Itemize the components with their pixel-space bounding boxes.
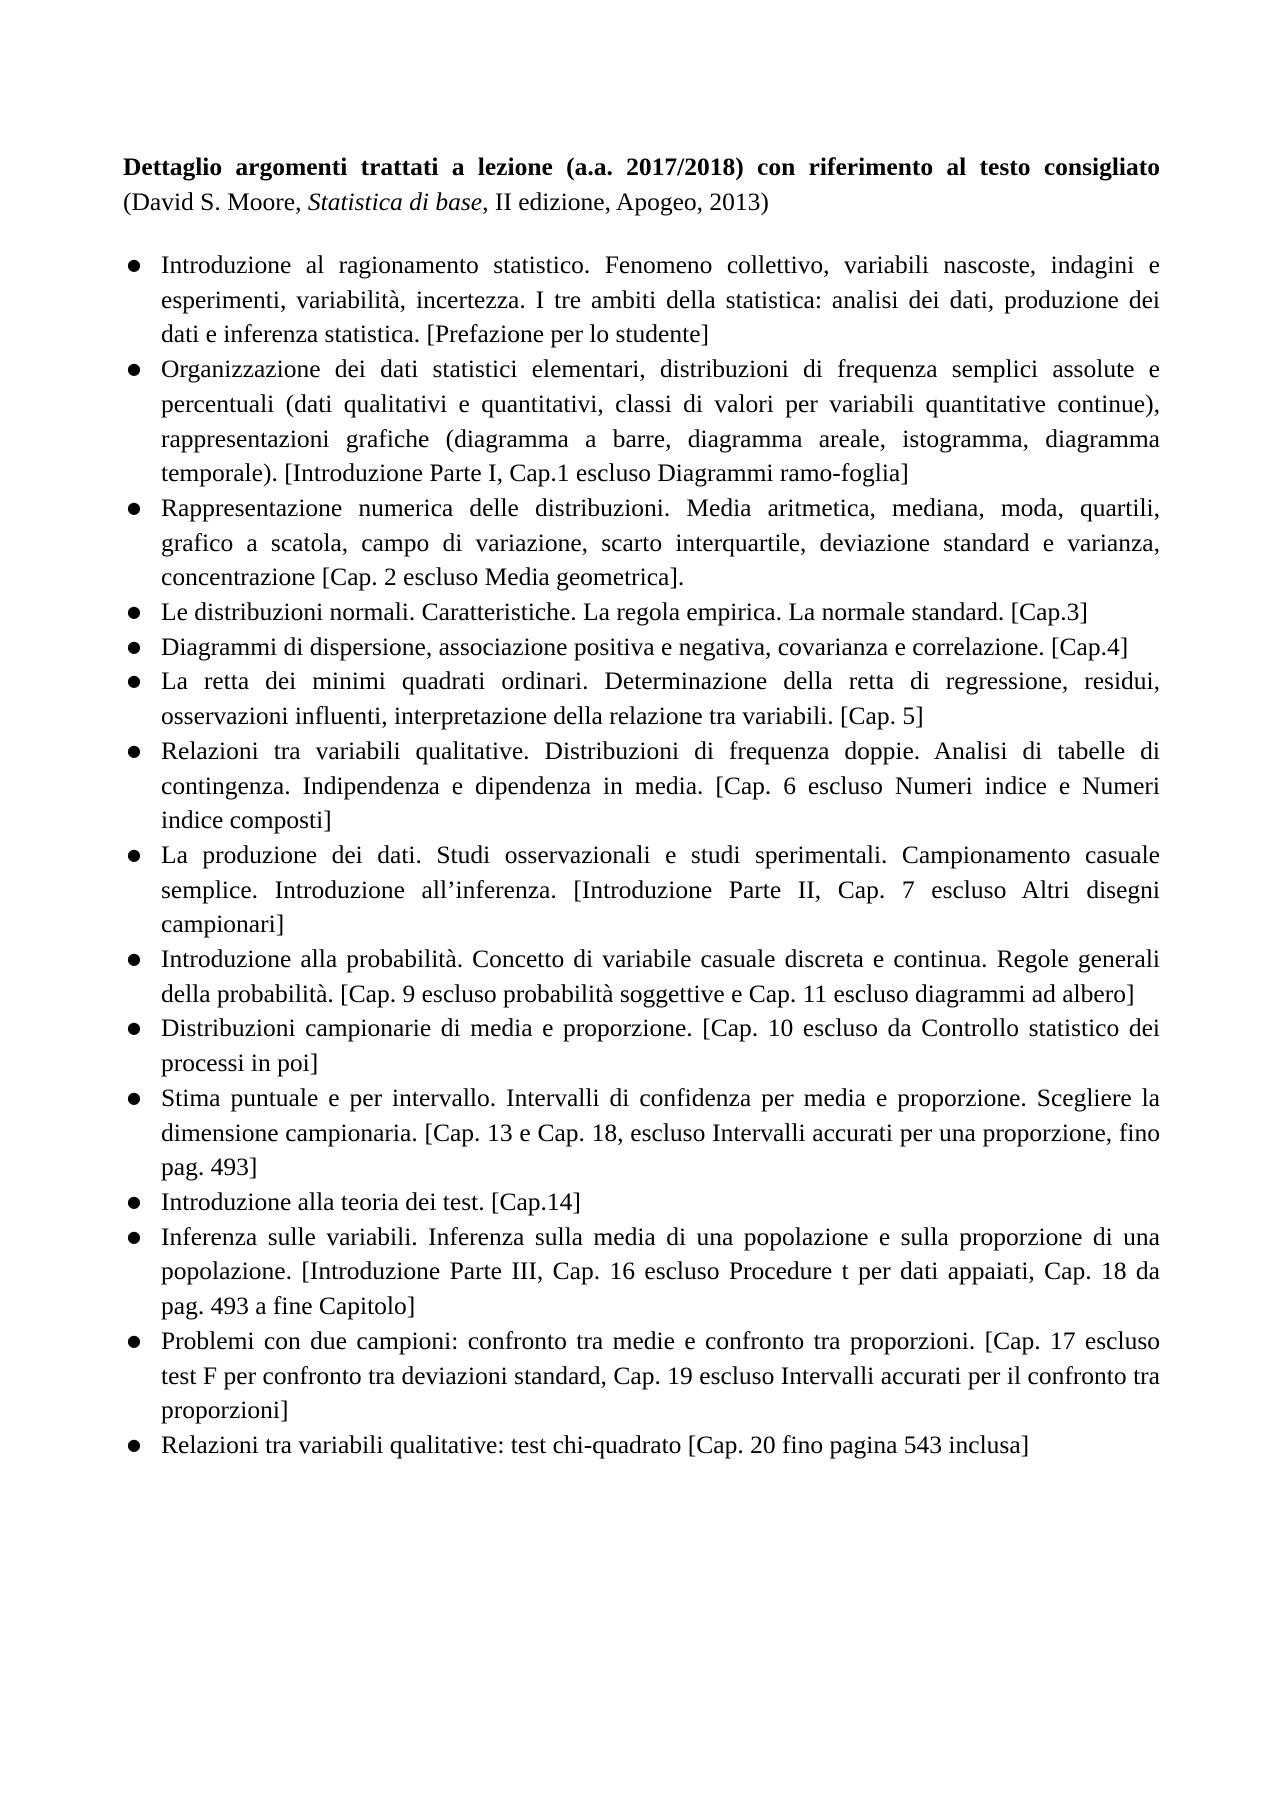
topic-text: Rappresentazione numerica delle distribuzioni. Media aritmetica, mediana, moda, quartili, grafico a scatola, campo di variazione, scarto interquartile, deviazione standard e varianza, concentrazione [Cap. 2 escluso Media geometrica]. <box>161 492 1160 592</box>
topic-item <box>123 595 1160 630</box>
bullet-icon: ● <box>127 1226 141 1246</box>
topic-item <box>123 248 1160 352</box>
heading-reference-open: (David S. Moore, <box>123 186 308 216</box>
bullet-icon: ● <box>127 602 141 622</box>
topic-item <box>123 838 1160 942</box>
heading-book-title: Statistica di base <box>307 186 483 216</box>
topic-item <box>123 664 1160 733</box>
bullet-icon: ● <box>127 636 141 656</box>
bullet-icon: ● <box>127 844 141 864</box>
topic-item <box>123 1220 1160 1324</box>
bullet-icon: ● <box>127 1330 141 1350</box>
bullet-icon: ● <box>127 671 141 691</box>
bullet-icon: ● <box>127 1018 141 1038</box>
topic-text: Organizzazione dei dati statistici elementari, distribuzioni di frequenza semplici assolute e percentuali (dati qualitativi e quantitativi, classi di valori per variabili quantitative continue), rappresentazioni grafiche (diagramma a barre, diagramma areale, istogramma, diagramma temporale). [Introduzione Parte I, Cap.1 escluso Diagrammi ramo-foglia] <box>161 354 1160 488</box>
topic-item <box>123 942 1160 1011</box>
bullet-icon: ● <box>127 255 141 274</box>
topic-text: Le distribuzioni normali. Caratteristiche. La regola empirica. La normale standard. [Cap.3] <box>161 597 1088 627</box>
topic-text: La retta dei minimi quadrati ordinari. Determinazione della retta di regressione, residui, osservazioni influenti, interpretazione della relazione tra variabili. [Cap. 5] <box>161 666 1160 731</box>
topic-item <box>123 1011 1160 1080</box>
topic-text: Introduzione al ragionamento statistico. Fenomeno collettivo, variabili nascoste, indagini e esperimenti, variabilità, incertezza. I tre ambiti della statistica: analisi dei dati, produzione dei dati e inferenza statistica. [Prefazione per lo studente] <box>161 250 1160 349</box>
topic-item <box>123 1324 1160 1428</box>
bullet-icon: ● <box>127 1191 141 1211</box>
topic-item <box>123 1428 1160 1463</box>
topic-list <box>123 248 1160 1463</box>
topic-text: Diagrammi di dispersione, associazione positiva e negativa, covarianza e correlazione. [Cap.4] <box>161 631 1129 661</box>
document-heading <box>123 150 1160 219</box>
bullet-icon: ● <box>127 949 141 969</box>
bullet-icon: ● <box>127 1087 141 1107</box>
topic-item <box>123 734 1160 838</box>
topic-text: Problemi con due campioni: confronto tra medie e confronto tra proporzioni. [Cap. 17 escluso test F per confronto tra deviazioni standard, Cap. 19 escluso Intervalli accurati per il confronto tra proporzioni] <box>161 1325 1160 1425</box>
topic-item <box>123 491 1160 595</box>
topic-text: Inferenza sulle variabili. Inferenza sulla media di una popolazione e sulla proporzione di una popolazione. [Introduzione Parte III, Cap. 16 escluso Procedure t per dati appaiati, Cap. 18 da pag. 493 a fine Capitolo] <box>161 1221 1160 1321</box>
topic-item <box>123 1185 1160 1220</box>
topic-text: La produzione dei dati. Studi osservazionali e studi sperimentali. Campionamento casuale semplice. Introduzione all’inferenza. [Introduzione Parte II, Cap. 7 escluso Altri disegni campionari] <box>161 839 1160 939</box>
topic-text: Introduzione alla probabilità. Concetto di variabile casuale discreta e continua. Regole generali della probabilità. [Cap. 9 escluso probabilità soggettive e Cap. 11 escluso diagrammi ad albero] <box>161 944 1160 1008</box>
topic-item <box>123 630 1160 665</box>
topic-text: Stima puntuale e per intervallo. Intervalli di confidenza per media e proporzione. Scegliere la dimensione campionaria. [Cap. 13 e Cap. 18, escluso Intervalli accurati per una proporzione, fino pag. 493] <box>161 1082 1160 1182</box>
bullet-icon: ● <box>127 359 141 379</box>
topic-text: Introduzione alla teoria dei test. [Cap.14] <box>161 1186 581 1216</box>
topic-text: Relazioni tra variabili qualitative. Distribuzioni di frequenza doppie. Analisi di tabelle di contingenza. Indipendenza e dipendenza in media. [Cap. 6 escluso Numeri indice e Numeri indice composti] <box>161 735 1160 835</box>
heading-title: Dettaglio argomenti trattati a lezione (a.a. 2017/2018) con riferimento al testo consigliato <box>123 152 1160 181</box>
bullet-icon: ● <box>127 740 141 760</box>
topic-text: Relazioni tra variabili qualitative: test chi-quadrato [Cap. 20 fino pagina 543 inclusa] <box>161 1429 1030 1459</box>
topic-item <box>123 1081 1160 1185</box>
topic-item <box>123 352 1160 491</box>
heading-reference-close: , II edizione, Apogeo, 2013) <box>482 186 769 216</box>
topic-text: Distribuzioni campionarie di media e proporzione. [Cap. 10 escluso da Controllo statistico dei processi in poi] <box>161 1013 1160 1078</box>
bullet-icon: ● <box>127 1434 141 1454</box>
document-page <box>123 150 1160 1463</box>
bullet-icon: ● <box>127 497 141 517</box>
